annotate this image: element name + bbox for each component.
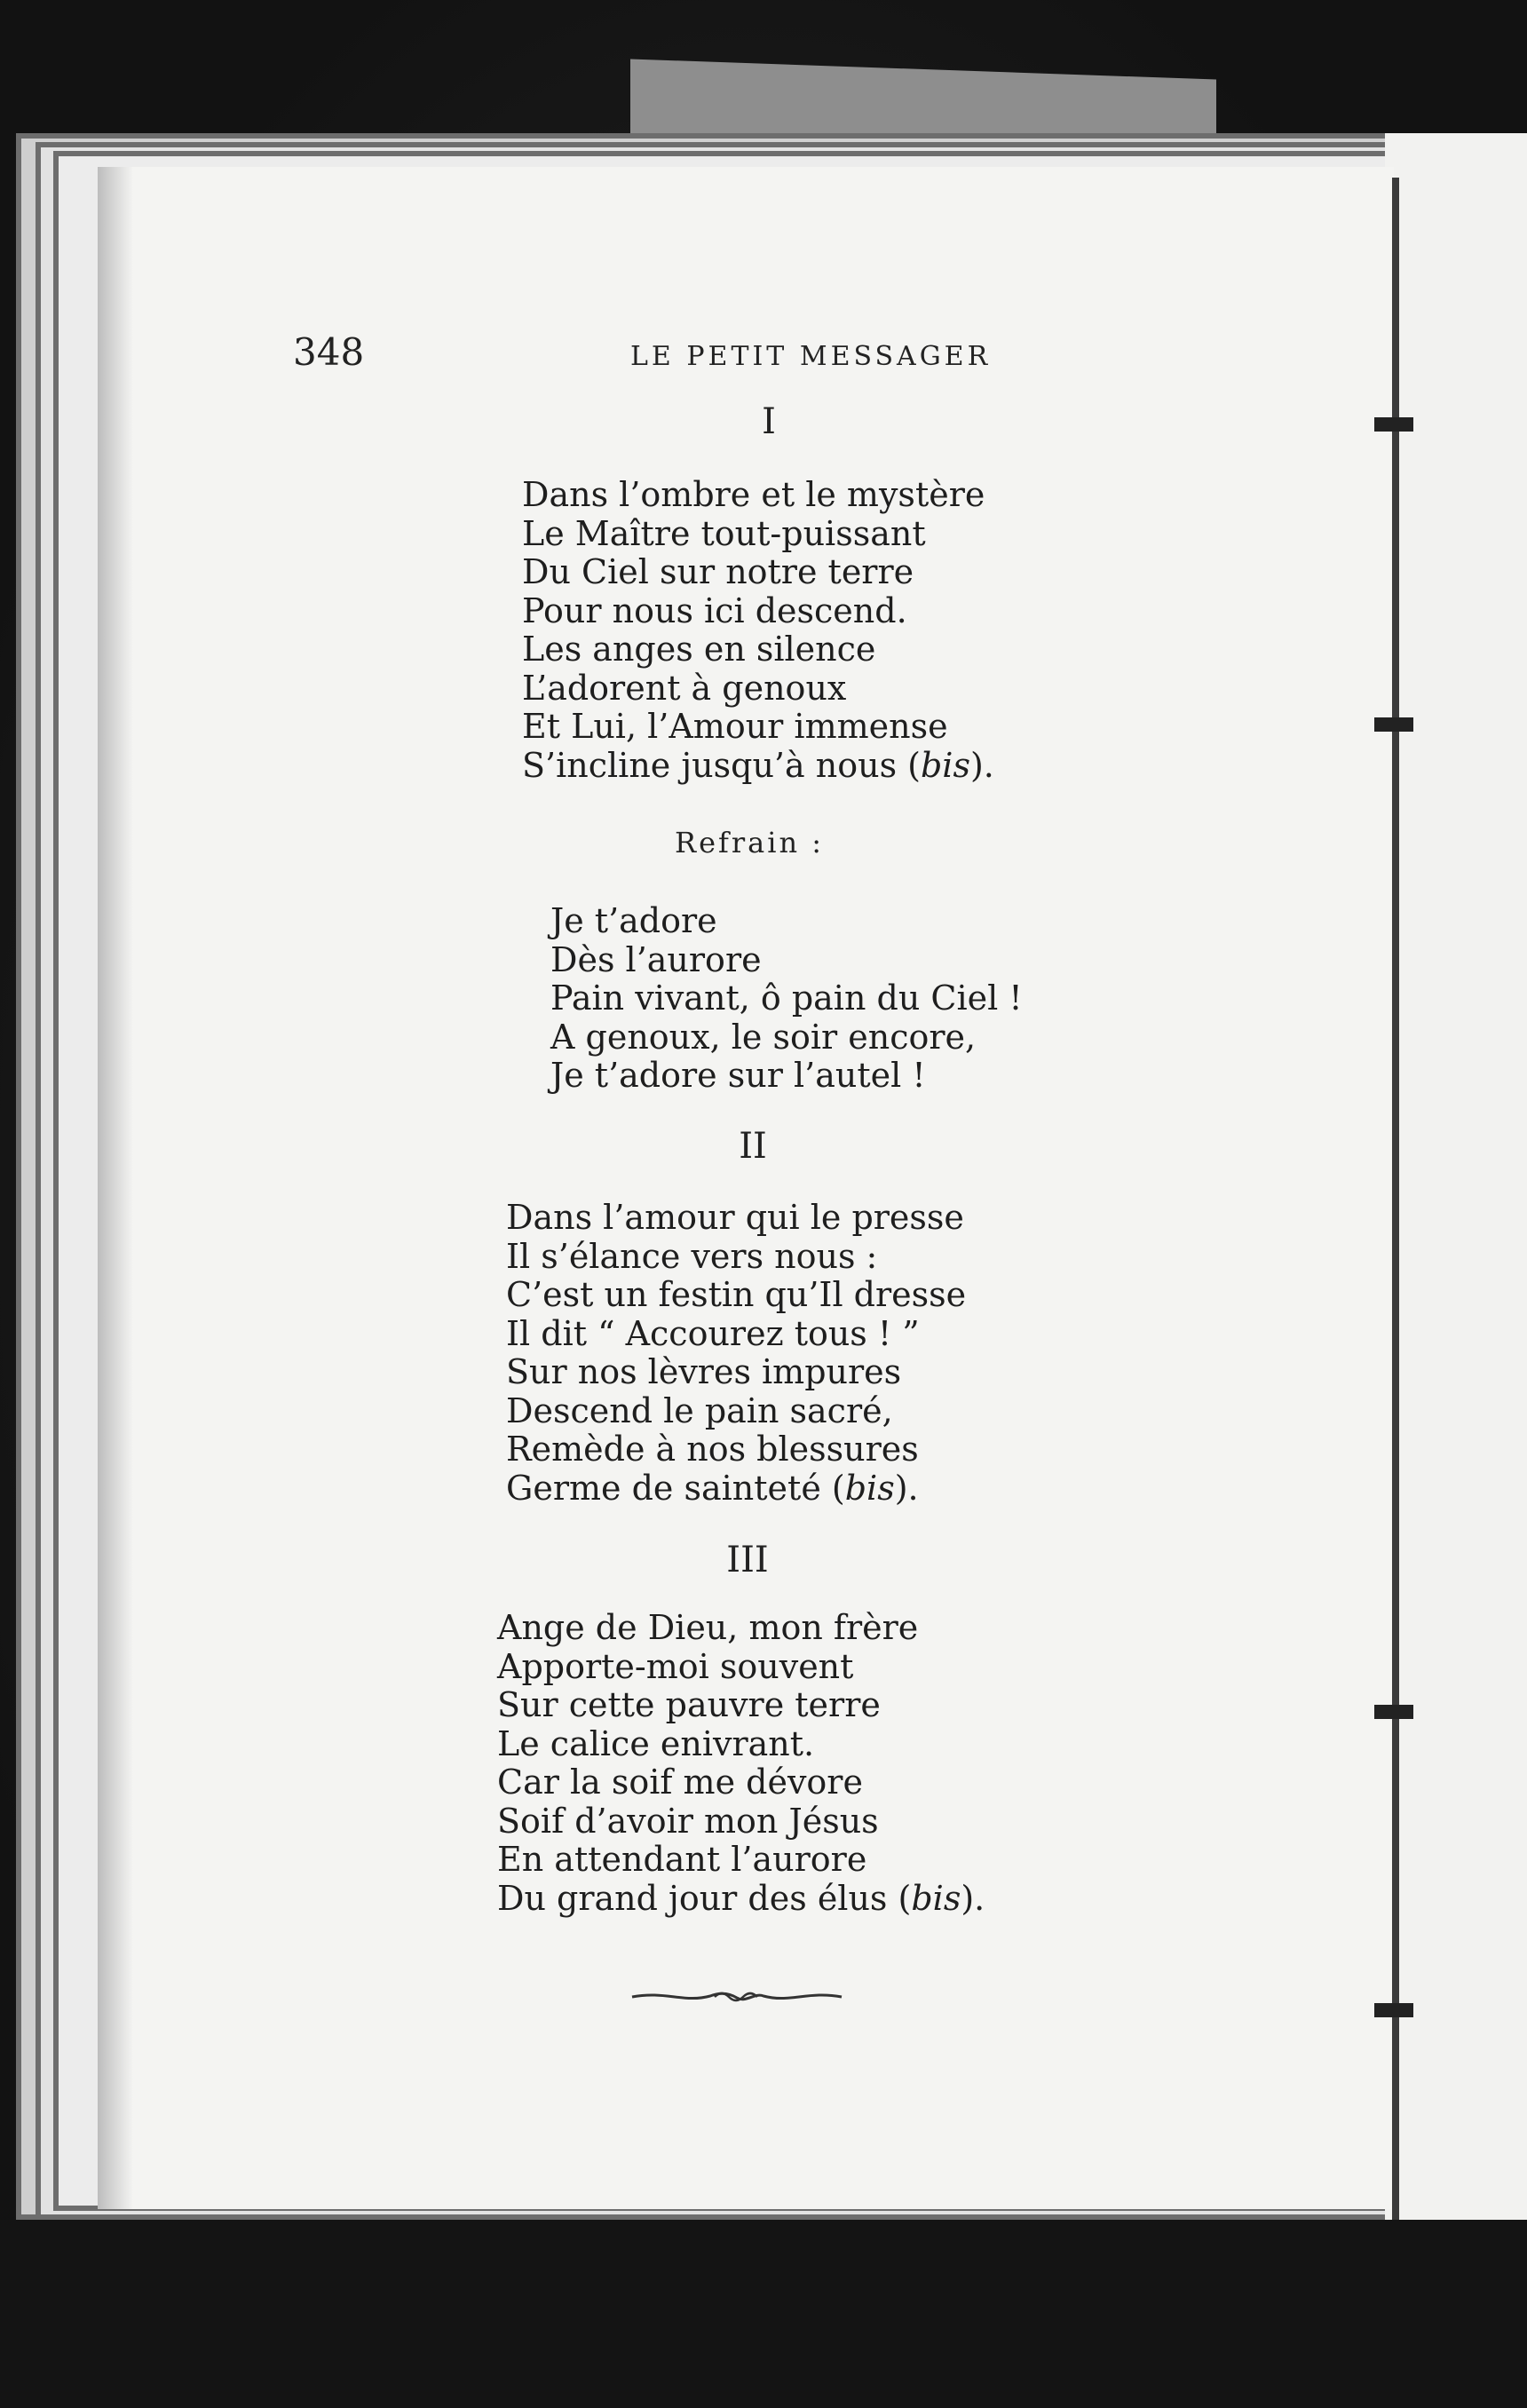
page-shadow	[98, 167, 133, 2209]
spine-stitch	[1374, 417, 1413, 432]
verse-line: Les anges en silence	[522, 630, 876, 669]
stanza-numeral-3: III	[726, 1540, 769, 1580]
verse-line: A genoux, le soir encore,	[550, 1017, 977, 1057]
spine-stitch	[1374, 1705, 1413, 1719]
verse-line: Pain vivant, ô pain du Ciel !	[550, 978, 1023, 1018]
verse-line: Je t’adore sur l’autel !	[550, 1056, 926, 1095]
verse-line: En attendant l’aurore	[497, 1840, 867, 1879]
verse-line: Dès l’aurore	[550, 939, 762, 979]
stanza-2	[506, 1199, 966, 1508]
running-title: LE PETIT MESSAGER	[630, 341, 992, 372]
stanza-3	[497, 1609, 985, 1918]
refrain-heading: Refrain :	[675, 826, 825, 859]
verse-line: Car la soif me dévore	[497, 1762, 863, 1802]
verse-line: Descend le pain sacré,	[506, 1390, 893, 1430]
verse-line: S’incline jusqu’à nous (bis).	[522, 745, 994, 785]
verse-line: Le calice enivrant.	[497, 1723, 815, 1763]
verse-line: Dans l’amour qui le presse	[506, 1198, 964, 1237]
page-number: 348	[293, 330, 365, 374]
stanza-numeral-1: I	[762, 401, 776, 442]
verse-line: Remède à nos blessures	[506, 1430, 919, 1469]
verse-line: Du grand jour des élus (bis).	[497, 1878, 985, 1918]
verse-line: Le Maître tout-puissant	[522, 513, 926, 553]
spine-stitch	[1374, 2003, 1413, 2017]
verse-line: L’adorent à genoux	[522, 668, 847, 708]
verse-line: C’est un festin qu’Il dresse	[506, 1275, 967, 1314]
verse-line: Du Ciel sur notre terre	[522, 552, 914, 591]
verse-line: Il s’élance vers nous :	[506, 1236, 878, 1276]
verse-line: Il dit “ Accourez tous ! ”	[506, 1313, 920, 1353]
spine-stitch	[1374, 717, 1413, 732]
scan-bottom-border	[0, 2220, 1527, 2408]
verse-line: Je t’adore	[550, 901, 717, 940]
running-header	[293, 330, 1003, 384]
tailpiece-ornament-icon	[630, 1984, 843, 2010]
stanza-1	[522, 476, 994, 785]
verse-line: Germe de sainteté (bis).	[506, 1468, 919, 1508]
verse-line: Dans l’ombre et le mystère	[522, 475, 985, 514]
verse-line: Sur nos lèvres impures	[506, 1352, 902, 1391]
verse-line: Sur cette pauvre terre	[497, 1685, 881, 1724]
verse-line: Ange de Dieu, mon frère	[497, 1608, 919, 1647]
refrain	[550, 902, 1023, 1096]
verse-line: Soif d’avoir mon Jésus	[497, 1801, 879, 1841]
verse-line: Pour nous ici descend.	[522, 590, 907, 630]
verse-line: Apporte-moi souvent	[497, 1646, 854, 1686]
book-spine	[1392, 178, 1399, 2273]
stanza-numeral-2: II	[739, 1126, 767, 1167]
facing-page	[1385, 133, 1527, 2282]
verse-line: Et Lui, l’Amour immense	[522, 707, 948, 746]
